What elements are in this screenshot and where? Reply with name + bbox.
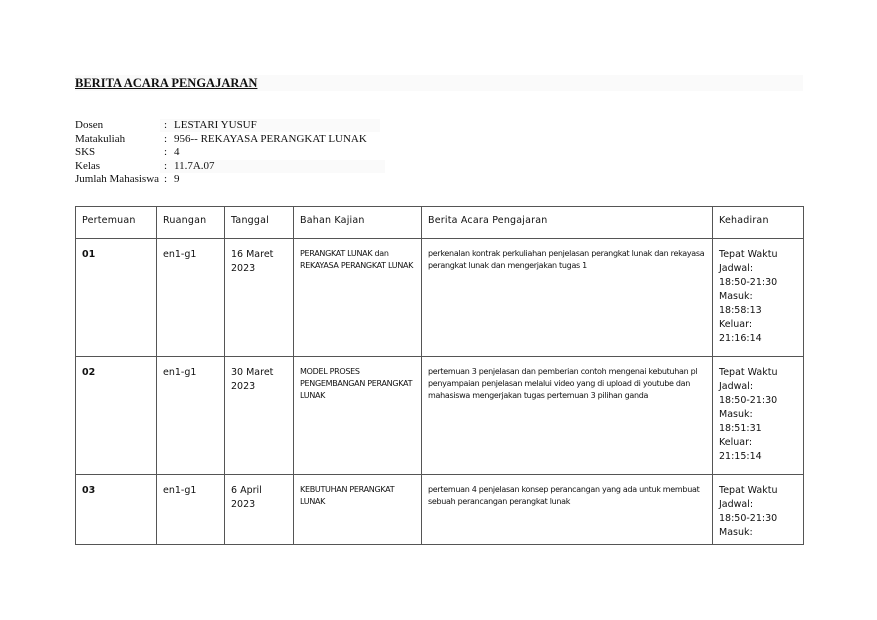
kehadiran-line: Tepat Waktu <box>719 367 778 378</box>
meta-separator: : <box>164 132 168 145</box>
col-header-tanggal: Tanggal <box>225 207 294 239</box>
kehadiran-line: Jadwal: <box>719 381 754 392</box>
kehadiran-line: Masuk: <box>719 291 753 302</box>
meta-label: Dosen <box>75 119 104 131</box>
meta-label: Jumlah Mahasiswa <box>75 173 160 185</box>
cell-pertemuan: 03 <box>76 475 157 545</box>
cell-tanggal: 6 April 2023 <box>225 475 294 545</box>
cell-ruangan: en1-g1 <box>157 239 225 357</box>
kehadiran-line: 18:50-21:30 <box>719 513 778 524</box>
cell-bahan-kajian: MODEL PROSES PENGEMBANGAN PERANGKAT LUNAK <box>294 357 422 475</box>
cell-berita-acara: perkenalan kontrak perkuliahan penjelasan perangkat lunak dan rekayasa perangkat lunak dan mengerjakan tugas 1 <box>422 239 713 357</box>
meta-value: 11.7A.07 <box>174 159 215 172</box>
cell-ruangan: en1-g1 <box>157 475 225 545</box>
kehadiran-line: 18:51:31 <box>719 423 762 434</box>
meta-value: LESTARI YUSUF <box>174 119 257 131</box>
kehadiran-line: 21:15:14 <box>719 451 762 462</box>
meta-label: Matakuliah <box>75 132 126 145</box>
cell-bahan-kajian: KEBUTUHAN PERANGKAT LUNAK <box>294 475 422 545</box>
kehadiran-line: Masuk: <box>719 527 753 538</box>
meta-separator: : <box>164 119 168 131</box>
kehadiran-line: 21:16:14 <box>719 333 762 344</box>
meta-label: SKS <box>75 146 96 158</box>
col-header-pertemuan: Pertemuan <box>76 207 157 239</box>
meta-label: Kelas <box>75 159 101 172</box>
metadata-block <box>75 119 367 187</box>
col-header-ruangan: Ruangan <box>157 207 225 239</box>
cell-tanggal: 16 Maret 2023 <box>225 239 294 357</box>
cell-bahan-kajian: PERANGKAT LUNAK dan REKAYASA PERANGKAT LUNAK <box>294 239 422 357</box>
cell-berita-acara: pertemuan 3 penjelasan dan pemberian contoh mengenai kebutuhan pl penyampaian penjelasan melalui video yang di upload di youtube dan mahasiswa mengerjakan tugas pertemuan 3 pilihan ganda <box>422 357 713 475</box>
kehadiran-line: Keluar: <box>719 319 753 330</box>
cell-ruangan: en1-g1 <box>157 357 225 475</box>
table-row <box>76 357 804 475</box>
cell-tanggal: 30 Maret 2023 <box>225 357 294 475</box>
cell-kehadiran <box>713 239 804 357</box>
cell-berita-acara: pertemuan 4 penjelasan konsep perancangan yang ada untuk membuat sebuah perancangan perangkat lunak <box>422 475 713 545</box>
attendance-table <box>75 206 804 545</box>
meta-separator: : <box>164 146 168 158</box>
kehadiran-line: Jadwal: <box>719 499 754 510</box>
meta-row-kelas <box>75 160 367 174</box>
kehadiran-line: 18:50-21:30 <box>719 395 778 406</box>
cell-pertemuan: 01 <box>76 239 157 357</box>
meta-row-matakuliah <box>75 133 367 147</box>
table-row <box>76 239 804 357</box>
col-header-berita-acara: Berita Acara Pengajaran <box>422 207 713 239</box>
kehadiran-line: Jadwal: <box>719 263 754 274</box>
table-header-row <box>76 207 804 239</box>
kehadiran-line: Masuk: <box>719 409 753 420</box>
meta-separator: : <box>164 173 168 185</box>
meta-row-jumlah-mahasiswa <box>75 173 367 187</box>
meta-row-sks <box>75 146 367 160</box>
cell-kehadiran <box>713 357 804 475</box>
col-header-bahan-kajian: Bahan Kajian <box>294 207 422 239</box>
kehadiran-line: Tepat Waktu <box>719 485 778 496</box>
meta-row-dosen <box>75 119 367 133</box>
kehadiran-line: 18:50-21:30 <box>719 277 778 288</box>
col-header-kehadiran: Kehadiran <box>713 207 804 239</box>
table-row <box>76 475 804 545</box>
meta-separator: : <box>164 159 168 172</box>
meta-value: 4 <box>174 146 180 158</box>
cell-kehadiran <box>713 475 804 545</box>
meta-value: 956-- REKAYASA PERANGKAT LUNAK <box>174 132 367 145</box>
page-title: BERITA ACARA PENGAJARAN <box>75 75 803 91</box>
kehadiran-line: Tepat Waktu <box>719 249 778 260</box>
cell-pertemuan: 02 <box>76 357 157 475</box>
kehadiran-line: Keluar: <box>719 437 753 448</box>
kehadiran-line: 18:58:13 <box>719 305 762 316</box>
meta-value: 9 <box>174 173 180 185</box>
